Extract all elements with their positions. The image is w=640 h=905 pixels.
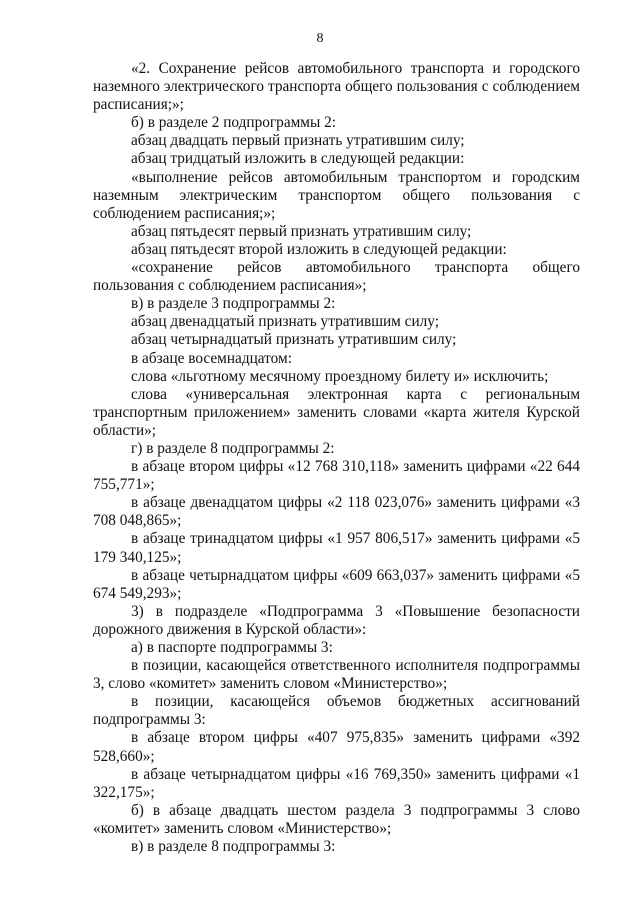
- paragraph: в) в разделе 3 подпрограммы 2:: [131, 295, 336, 313]
- paragraph: в абзаце втором цифры «407 975,835» заменить цифрами «392 528,660»;: [93, 729, 580, 765]
- paragraph: абзац пятьдесят первый признать утратившим силу;: [131, 222, 472, 240]
- paragraph: в абзаце восемнадцатом:: [131, 349, 292, 367]
- paragraph: в абзаце тринадцатом цифры «1 957 806,517» заменить цифрами «5 179 340,125»;: [93, 530, 580, 566]
- paragraph: в позиции, касающейся ответственного исполнителя подпрограммы 3, слово «комитет» заменить словом «Министерство»;: [93, 657, 580, 693]
- page-number: 8: [316, 31, 324, 46]
- paragraph: абзац тридцатый изложить в следующей редакции:: [131, 150, 465, 168]
- paragraph: 3) в подразделе «Подпрограмма 3 «Повышение безопасности дорожного движения в Курской области»:: [93, 602, 580, 638]
- paragraph: а) в паспорте подпрограммы 3:: [131, 639, 333, 656]
- paragraph: слова «универсальная электронная карта с региональным транспортным приложением» заменить словами «карта жителя Курской области»;: [93, 385, 580, 439]
- paragraph: в абзаце втором цифры «12 768 310,118» заменить цифрами «22 644 755,771»;: [93, 458, 580, 494]
- paragraph: в позиции, касающейся объемов бюджетных ассигнований подпрограммы 3:: [93, 693, 580, 729]
- paragraph: слова «льготному месячному проездному билету и» исключить;: [131, 367, 549, 385]
- paragraph: в абзаце четырнадцатом цифры «609 663,037» заменить цифрами «5 674 549,293»;: [93, 566, 580, 602]
- paragraph: «сохранение рейсов автомобильного транспорта общего пользования с соблюдением расписания»;: [93, 259, 580, 295]
- paragraph: г) в разделе 8 подпрограммы 2:: [131, 439, 335, 457]
- paragraph: абзац двенадцатый признать утратившим силу;: [131, 313, 439, 331]
- paragraph: «2. Сохранение рейсов автомобильного транспорта и городского наземного электрического транспорта общего пользования с соблюдением расписания;»;: [93, 60, 580, 114]
- paragraph: б) в абзаце двадцать шестом раздела 3 подпрограммы 3 слово «комитет» заменить словом «Министерство»;: [93, 801, 580, 837]
- paragraph: абзац четырнадцатый признать утратившим силу;: [131, 331, 457, 349]
- paragraph: в) в разделе 8 подпрограммы 3:: [131, 838, 336, 856]
- document-body: [93, 60, 580, 856]
- paragraph: «выполнение рейсов автомобильным транспортом и городским наземным электрическим транспортом общего пользования с соблюдением расписания;»;: [93, 168, 580, 222]
- paragraph: в абзаце четырнадцатом цифры «16 769,350» заменить цифрами «1 322,175»;: [93, 765, 580, 801]
- paragraph: абзац двадцать первый признать утратившим силу;: [131, 132, 465, 150]
- paragraph: в абзаце двенадцатом цифры «2 118 023,076» заменить цифрами «3 708 048,865»;: [93, 494, 580, 530]
- paragraph: б) в разделе 2 подпрограммы 2:: [131, 114, 336, 132]
- paragraph: абзац пятьдесят второй изложить в следующей редакции:: [131, 240, 507, 258]
